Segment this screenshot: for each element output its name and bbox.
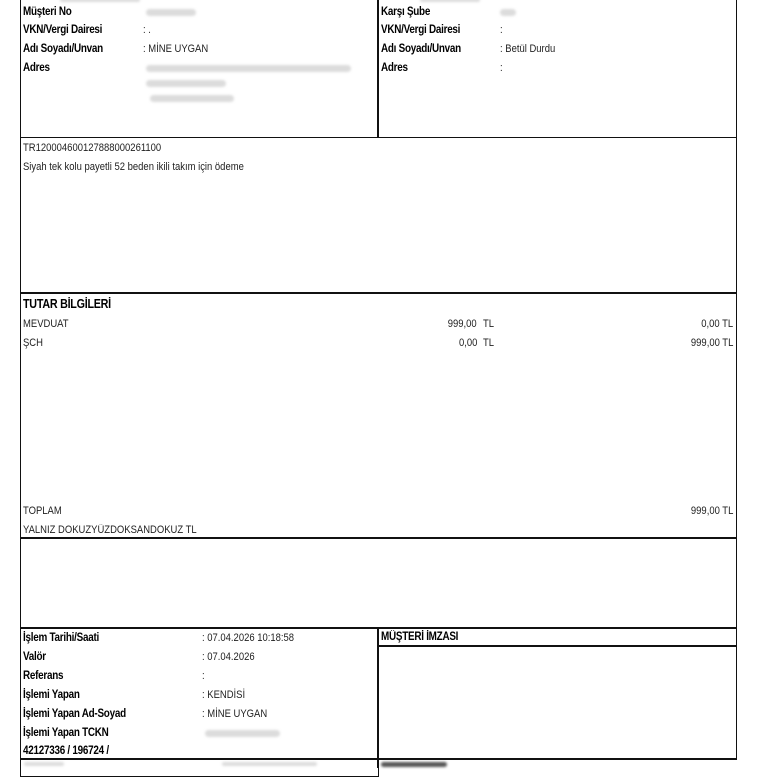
performer-name-value: : MİNE UYGAN <box>202 708 268 720</box>
registry-number: 42127336 / 196724 / <box>23 745 109 757</box>
amount-row-value-1: 0,00 <box>458 337 477 349</box>
amount-info-box <box>20 292 737 539</box>
redacted-customer-no <box>146 9 196 16</box>
amount-row-currency-1: TL <box>483 337 495 349</box>
transaction-date-value: : 07.04.2026 10:18:58 <box>202 632 295 644</box>
reference-value: : <box>202 670 205 682</box>
amount-row-label: ŞCH <box>23 337 43 349</box>
customer-address-label: Adres <box>23 62 50 74</box>
footer-fine-print <box>24 762 64 766</box>
footer-cutoff-heading <box>381 762 447 767</box>
counterparty-tax-label: VKN/Vergi Dairesi <box>381 24 461 36</box>
redacted-text <box>60 0 140 2</box>
counterparty-name-label: Adı Soyadı/Unvan <box>381 43 461 55</box>
performer-name-label: İşlemi Yapan Ad-Soyad <box>23 708 126 720</box>
iban-text: TR120004600127888000261100 <box>23 142 162 154</box>
empty-section-box <box>20 537 737 629</box>
performer-tckn-label: İşlemi Yapan TCKN <box>23 727 109 739</box>
counterparty-name-value: : Betül Durdu <box>500 43 556 55</box>
amount-row-label: MEVDUAT <box>23 318 69 330</box>
counterparty-address-value: : <box>500 62 503 74</box>
value-date-value: : 07.04.2026 <box>202 651 255 663</box>
redacted-address-1 <box>146 65 351 72</box>
redacted-address-2 <box>146 80 226 87</box>
customer-divider <box>377 0 379 138</box>
transaction-date-label: İşlem Tarihi/Saati <box>23 632 99 644</box>
customer-signature-title: MÜŞTERİ İMZASI <box>381 631 459 643</box>
reference-label: Referans <box>23 670 64 682</box>
counterparty-branch-label: Karşı Şube <box>381 6 431 18</box>
redacted-text <box>420 0 480 2</box>
performer-value: : KENDİSİ <box>202 689 246 701</box>
redacted-tckn <box>205 730 280 737</box>
redacted-address-3 <box>150 95 234 102</box>
signature-header-divider <box>377 645 737 647</box>
customer-tax-value: : . <box>143 24 151 36</box>
amount-section-title: TUTAR BİLGİLERİ <box>23 297 111 311</box>
performer-label: İşlemi Yapan <box>23 689 80 701</box>
amount-row-value-2: 0,00 TL <box>701 318 733 330</box>
customer-no-label: Müşteri No <box>23 6 72 18</box>
amount-in-words: YALNIZ DOKUZYÜZDOKSANDOKUZ TL <box>23 524 197 536</box>
customer-name-label: Adı Soyadı/Unvan <box>23 43 103 55</box>
amount-row-value-1: 999,00 <box>448 318 477 330</box>
customer-signature-box <box>377 627 737 760</box>
customer-tax-label: VKN/Vergi Dairesi <box>23 24 103 36</box>
value-date-label: Valör <box>23 651 46 663</box>
payment-description: Siyah tek kolu payetli 52 beden ikili takım için ödeme <box>23 161 244 173</box>
footer-fine-print <box>222 762 317 766</box>
counterparty-address-label: Adres <box>381 62 408 74</box>
counterparty-tax-value: : <box>500 24 503 36</box>
footer-column-divider <box>377 758 379 768</box>
total-value: 999,00 TL <box>690 505 733 517</box>
total-label: TOPLAM <box>23 505 62 517</box>
amount-row-value-2: 999,00 TL <box>690 337 733 349</box>
customer-name-value: : MİNE UYGAN <box>143 43 209 55</box>
amount-row-currency-1: TL <box>483 318 495 330</box>
redacted-branch <box>500 9 516 16</box>
